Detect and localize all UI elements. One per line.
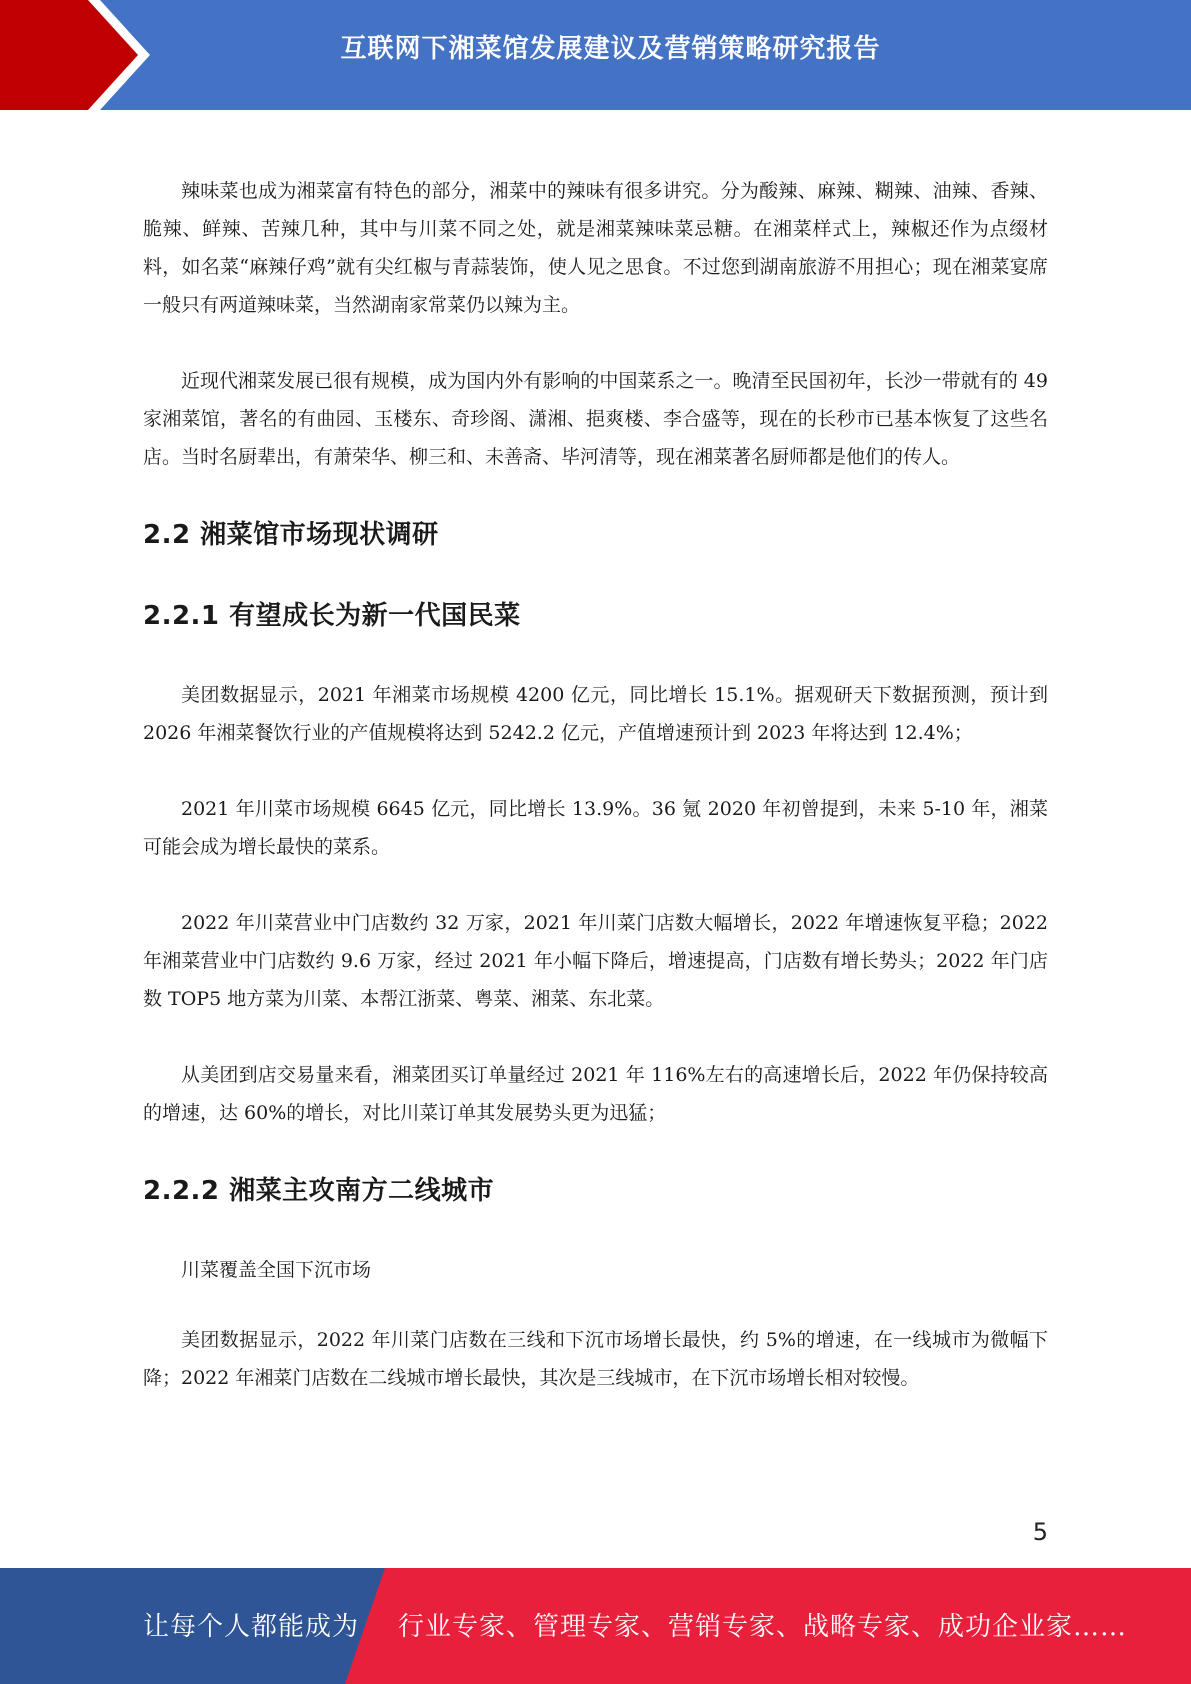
paragraph: 2022 年川菜营业中门店数约 32 万家，2021 年川菜门店数大幅增长，2022 年增速恢复平稳；2022 年湘菜营业中门店数约 9.6 万家，经过 2021 年小幅下降后，增速提高，门店数有增长势头；2022 年门店数 TOP5 地方菜为川菜、本帮江浙菜、粤菜、湘菜、东北菜。	[143, 912, 1048, 1010]
main-content	[143, 172, 1048, 1435]
page-header	[0, 0, 1191, 110]
paragraph: 美团数据显示，2021 年湘菜市场规模 4200 亿元，同比增长 15.1%。据观研天下数据预测，预计到 2026 年湘菜餐饮行业的产值规模将达到 5242.2 亿元，产值增速预计到 2023 年将达到 12.4%；	[143, 684, 1048, 744]
paragraph: 美团数据显示，2022 年川菜门店数在三线和下沉市场增长最快，约 5%的增速，在一线城市为微幅下降；2022 年湘菜门店数在二线城市增长最快，其次是三线城市，在下沉市场增长相对较慢。	[143, 1329, 1048, 1389]
paragraph: 川菜覆盖全国下沉市场	[181, 1259, 372, 1281]
paragraph: 从美团到店交易量来看，湘菜团买订单量经过 2021 年 116%左右的高速增长后，2022 年仍保持较高的增速，达 60%的增长，对比川菜订单其发展势头更为迅猛；	[143, 1064, 1048, 1124]
subsection-heading: 2.2.1 有望成长为新一代国民菜	[143, 601, 521, 631]
subsection-heading: 2.2.2 湘菜主攻南方二线城市	[143, 1176, 495, 1206]
page-footer	[0, 1568, 1191, 1684]
paragraph: 2021 年川菜市场规模 6645 亿元，同比增长 13.9%。36 氪 2020 年初曾提到，未来 5-10 年，湘菜可能会成为增长最快的菜系。	[143, 798, 1048, 858]
section-heading: 2.2 湘菜馆市场现状调研	[143, 520, 439, 550]
page-number: 5	[1032, 1518, 1048, 1546]
paragraph: 近现代湘菜发展已很有规模，成为国内外有影响的中国菜系之一。晚清至民国初年，长沙一带就有的 49 家湘菜馆，著名的有曲园、玉楼东、奇珍阁、潇湘、挹爽楼、李合盛等，现在的长秒市已基本恢复了这些名店。当时名厨辈出，有萧荣华、柳三和、未善斋、毕河清等，现在湘菜著名厨师都是他们的传人。	[143, 370, 1048, 468]
paragraph: 辣味菜也成为湘菜富有特色的部分，湘菜中的辣味有很多讲究。分为酸辣、麻辣、糊辣、油辣、香辣、脆辣、鲜辣、苦辣几种，其中与川菜不同之处，就是湘菜辣味菜忌糖。在湘菜样式上，辣椒还作为点缀材料，如名菜“麻辣仔鸡”就有尖红椒与青蒜装饰，使人见之思食。不过您到湖南旅游不用担心；现在湘菜宴席一般只有两道辣味菜，当然湖南家常菜仍以辣为主。	[143, 180, 1048, 316]
report-title: 互联网下湘菜馆发展建议及营销策略研究报告	[340, 34, 881, 64]
footer-slogan-left: 让每个人都能成为	[143, 1612, 360, 1642]
footer-slogan-right: 行业专家、管理专家、营销专家、战略专家、成功企业家……	[398, 1612, 1128, 1642]
